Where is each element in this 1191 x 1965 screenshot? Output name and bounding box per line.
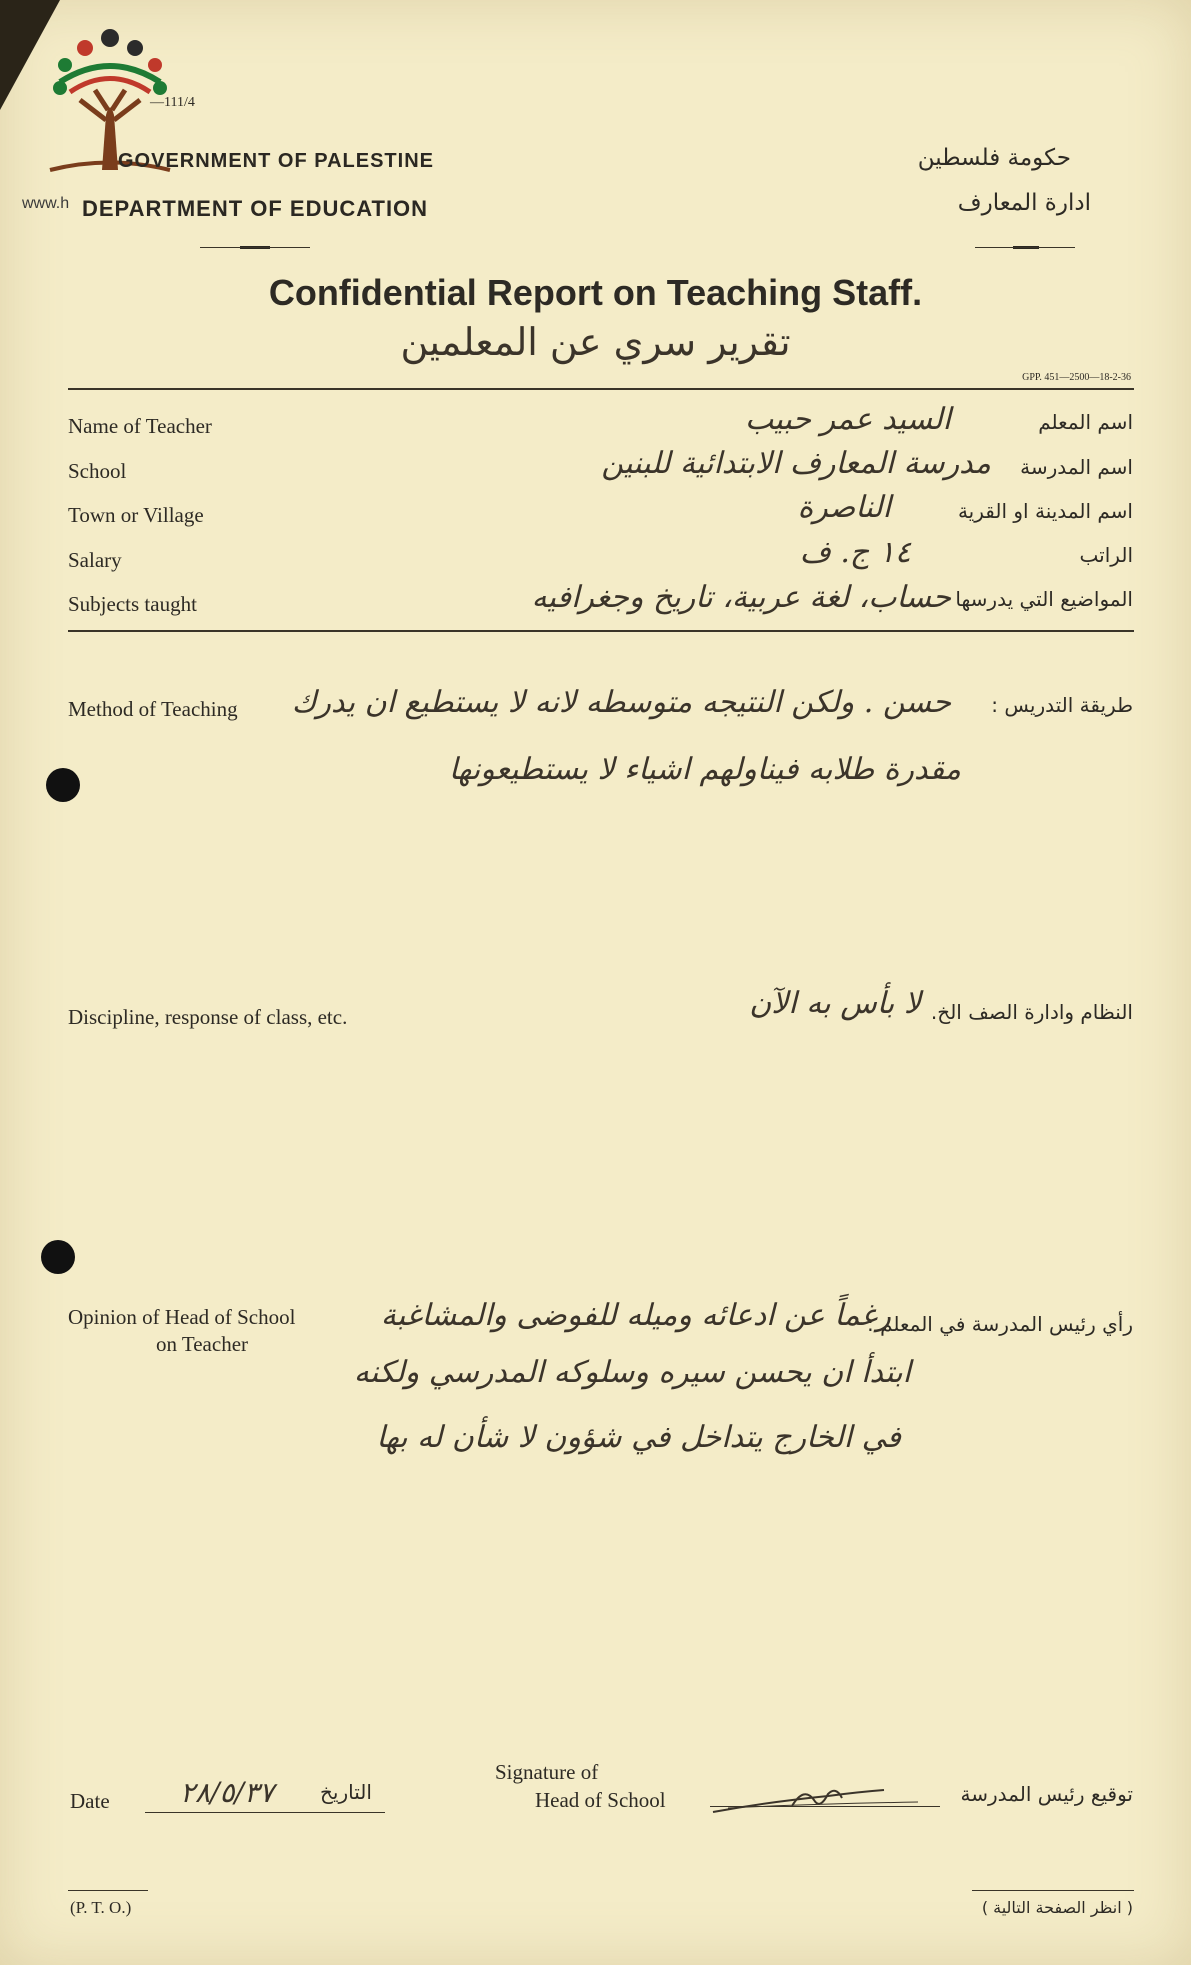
field-label-school-ar: اسم المدرسة bbox=[1020, 455, 1133, 479]
signature-label-line-2: Head of School bbox=[535, 1788, 666, 1812]
field-label-teacher: Name of Teacher bbox=[68, 414, 212, 438]
date-label-ar: التاريخ bbox=[320, 1780, 372, 1804]
department-heading-ar: ادارة المعارف bbox=[957, 190, 1091, 216]
signature-label-ar: توقيع رئيس المدرسة bbox=[960, 1782, 1133, 1806]
discipline-label: Discipline, response of class, etc. bbox=[68, 1005, 348, 1029]
field-label-salary: Salary bbox=[68, 548, 122, 572]
field-label-town: Town or Village bbox=[68, 503, 204, 527]
title-rule bbox=[68, 388, 1134, 390]
discipline-value: لا بأس به الآن bbox=[749, 986, 921, 1021]
opinion-line-1: رغماً عن ادعائه وميله للفوضى والمشاغبة bbox=[380, 1298, 891, 1333]
field-value-school: مدرسة المعارف الابتدائية للبنين bbox=[601, 446, 991, 481]
field-label-teacher-ar: اسم المعلم bbox=[1038, 410, 1133, 434]
opinion-label-line-1: Opinion of Head of School bbox=[68, 1305, 296, 1329]
government-heading-ar: حكومة فلسطين bbox=[917, 145, 1071, 171]
report-title-ar: تقرير سري عن المعلمين bbox=[400, 320, 791, 364]
signature-label-line-1: Signature of bbox=[495, 1760, 599, 1784]
method-line-2: مقدرة طلابه فيناولهم اشياء لا يستطيعونها bbox=[448, 752, 961, 787]
pto-rule-right bbox=[972, 1890, 1134, 1891]
pto-label-ar: ( انظر الصفحة التالية ) bbox=[981, 1898, 1133, 1917]
method-label: Method of Teaching bbox=[68, 697, 238, 721]
method-label-ar: طريقة التدريس : bbox=[991, 693, 1133, 717]
opinion-line-3: في الخارج يتداخل في شؤون لا شأن له بها bbox=[376, 1420, 901, 1455]
opinion-line-2: ابتدأ ان يحسن سيره وسلوكه المدرسي ولكنه bbox=[353, 1355, 911, 1390]
date-label: Date bbox=[70, 1789, 110, 1813]
opinion-label-ar: رأي رئيس المدرسة في المعلم : bbox=[866, 1312, 1133, 1336]
field-value-teacher: السيد عمر حبيب bbox=[744, 402, 951, 437]
watermark-url: www.h bbox=[22, 195, 70, 212]
pto-rule-left bbox=[68, 1890, 148, 1891]
field-label-subjects: Subjects taught bbox=[68, 592, 197, 616]
signature-mark bbox=[708, 1780, 938, 1820]
pto-label: (P. T. O.) bbox=[70, 1898, 132, 1917]
government-heading: GOVERNMENT OF PALESTINE bbox=[118, 150, 434, 172]
field-label-subjects-ar: المواضيع التي يدرسها bbox=[955, 587, 1133, 611]
punch-hole-bottom bbox=[41, 1240, 75, 1274]
report-title: Confidential Report on Teaching Staff. bbox=[268, 272, 923, 313]
opinion-label-line-2: on Teacher bbox=[156, 1332, 249, 1356]
field-label-school: School bbox=[68, 459, 127, 483]
field-value-salary: ١٤ ج. ف bbox=[799, 535, 911, 570]
field-label-town-ar: اسم المدينة او القرية bbox=[957, 499, 1133, 523]
discipline-label-ar: النظام وادارة الصف الخ. bbox=[930, 1000, 1133, 1024]
field-label-salary-ar: الراتب bbox=[1079, 543, 1133, 567]
header-rule-right bbox=[975, 247, 1075, 248]
field-value-town: الناصرة bbox=[797, 490, 891, 525]
method-line-1: حسن . ولكن النتيجه متوسطه لانه لا يستطيع ان يدرك bbox=[291, 685, 951, 720]
date-value: ٢٨/٥/٣٧ bbox=[180, 1776, 275, 1809]
date-line bbox=[145, 1812, 385, 1813]
form-number: —111/4 bbox=[150, 95, 195, 110]
field-value-subjects: حساب، لغة عربية، تاريخ وجغرافيه bbox=[531, 580, 951, 615]
fields-rule bbox=[68, 630, 1134, 632]
department-heading: DEPARTMENT OF EDUCATION bbox=[82, 196, 429, 221]
header-rule-left bbox=[200, 247, 310, 248]
printer-code: GPP. 451—2500—18-2-36 bbox=[1022, 372, 1131, 383]
punch-hole-top bbox=[46, 768, 80, 802]
